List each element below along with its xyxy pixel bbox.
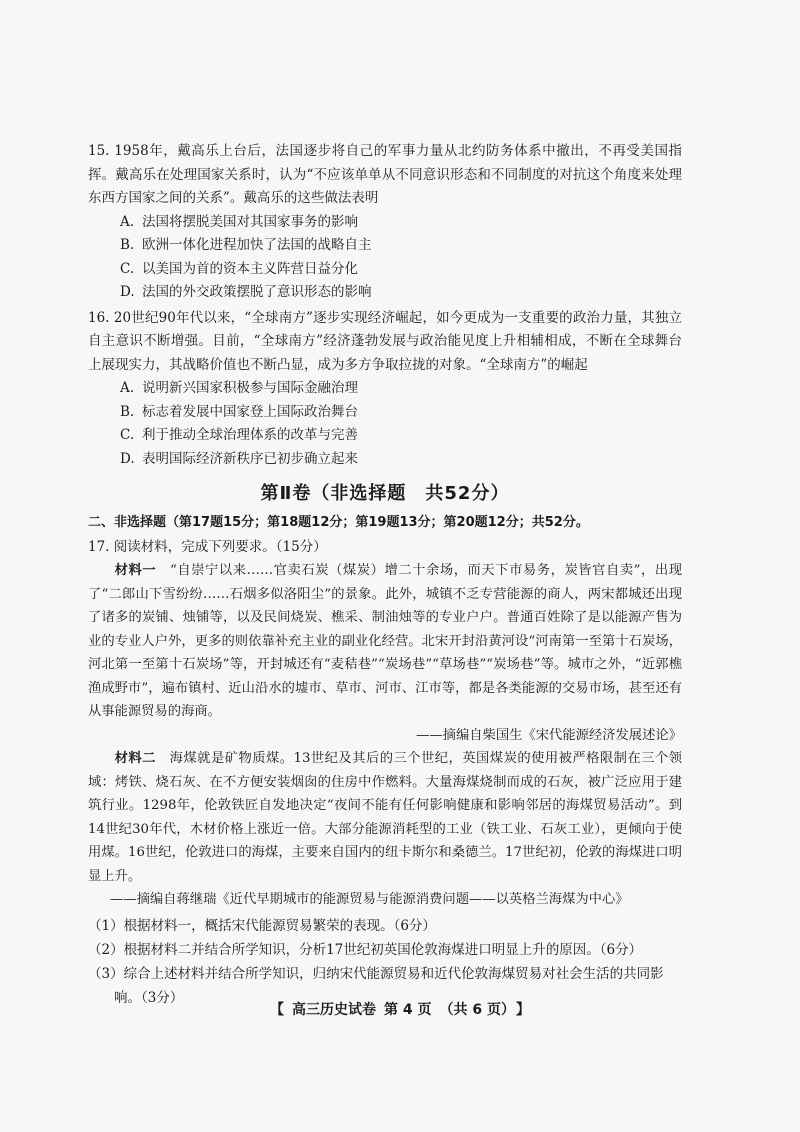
- question-15-stem: 15. 1958年，戴高乐上台后，法国逐步将自己的军事力量从北约防务体系中撤出，不再受美国指挥。戴高乐在处理国家关系时，认为“不应该单单从不同意识形态和不同制度的对抗这个角度来处理东西方国家之间的关系”。戴高乐的这些做法表明: [88, 143, 682, 206]
- option-key: D.: [120, 284, 135, 300]
- section-title: 第Ⅱ卷（非选择题 共52分）: [260, 483, 510, 504]
- question-16: [88, 307, 682, 472]
- material-1: [88, 559, 682, 724]
- footer-exam-name: 高三历史试卷: [292, 1002, 376, 1018]
- page-content: [88, 140, 682, 1010]
- option-text: 法国将摆脱美国对其国家事务的影响: [142, 213, 358, 230]
- question-16-stem: 16. 20世纪90年代以来，“全球南方”逐步实现经济崛起，如今更成为一支重要的政治力量，其独立自主意识不断增强。目前，“全球南方”经济蓬勃发展与政治能见度上升相辅相成，不断在全球舞台上展现实力，其战略价值也不断凸显，成为多方争取拉拢的对象。“全球南方”的崛起: [88, 309, 682, 373]
- question-15: [88, 140, 682, 305]
- option-key: D.: [120, 450, 135, 467]
- option-text: 表明国际经济新秩序已初步确立起来: [142, 450, 358, 467]
- footer-page-number: 第 4 页: [384, 1002, 432, 1018]
- section-subtitle: 二、非选择题（第17题15分；第18题12分；第19题13分；第20题12分；共52分。: [88, 515, 589, 530]
- option-text: 以美国为首的资本主义阵营日益分化: [142, 260, 358, 277]
- option-text: 法国的外交政策摆脱了意识形态的影响: [142, 284, 372, 300]
- footer-bracket-open: 【: [270, 1002, 284, 1018]
- page-footer: [0, 999, 800, 1019]
- option-b: [88, 401, 682, 425]
- material-1-label: 材料一: [114, 563, 157, 578]
- option-d: [88, 448, 682, 472]
- question-17-asks: [88, 914, 682, 1010]
- ask-3: （3）综合上述材料并结合所学知识，归纳宋代能源贸易和近代伦敦海煤贸易对社会生活的共同影响。（3分）: [88, 965, 664, 1006]
- material-2-source: ——摘编自蒋继瑞《近代早期城市的能源贸易与能源消费问题——以英格兰海煤为中心》: [110, 892, 629, 907]
- option-key: C.: [120, 260, 135, 277]
- question-17: [88, 535, 682, 1010]
- option-c: [88, 424, 682, 448]
- footer-total-pages: （共 6 页）: [439, 1002, 508, 1018]
- option-text: 利于推动全球治理体系的改革与完善: [142, 427, 358, 443]
- question-15-options: [88, 211, 682, 305]
- material-1-source: ——摘编自柴国生《宋代能源经济发展述论》: [416, 727, 682, 743]
- option-d: [88, 281, 682, 305]
- option-key: C.: [120, 427, 135, 443]
- option-a: [88, 211, 682, 235]
- material-2: [88, 747, 682, 888]
- option-a: [88, 377, 682, 401]
- option-key: B.: [120, 403, 135, 420]
- material-1-text: “自崇宁以来……官卖石炭（煤炭）增二十余场，而天下市易务，炭皆官自卖”，出现了“二郎山下雪纷纷……石烟多似洛阳尘”的景象。此外，城镇不乏专营能源的商人，两宋都城还出现了诸多的炭铺、烛铺等，以及民间烧炭、樵采、制油烛等的专业户户。普通百姓除了是以能源产售为业的专业人户外，更多的则依靠补充主业的副业化经营。北宋开封沿黄河设“河南第一至第十石炭场，河北第一至第十石炭场”等，开封城还有“麦秸巷”“炭场巷”“草场巷”“炭场巷”等。城市之外，“近郭樵渔成野市”，遍布镇村、近山沿水的墟市、草市、河市、江市等，都是各类能源的交易市场，甚至还有从事能源贸易的海商。: [88, 563, 683, 719]
- material-2-text: 海煤就是矿物质煤。13世纪及其后的三个世纪，英国煤炭的使用被严格限制在三个领域：烤铁、烧石灰、在不方便安装烟囱的住房中作燃料。大量海煤烧制而成的石灰，被广泛应用于建筑行业。1298年，伦敦铁匠自发地决定“夜间不能有任何影响健康和影响邻居的海煤贸易活动”。到14世纪30年代，木材价格上涨近一倍。大部分能源消耗型的工业（铁工业、石灰工业），更倾向于使用煤。16世纪，伦敦进口的海煤，主要来自国内的纽卡斯尔和桑德兰。17世纪初，伦敦的海煤进口明显上升。: [88, 751, 683, 884]
- option-text: 说明新兴国家积极参与国际金融治理: [142, 380, 358, 396]
- option-text: 标志着发展中国家登上国际政治舞台: [142, 403, 358, 420]
- question-16-options: [88, 377, 682, 471]
- ask-1: （1）根据材料一，概括宋代能源贸易繁荣的表现。（6分）: [88, 917, 436, 934]
- option-key: A.: [120, 380, 135, 396]
- option-key: A.: [120, 213, 135, 230]
- question-17-stem: 17. 阅读材料，完成下列要求。（15分）: [88, 539, 327, 555]
- option-text: 欧洲一体化进程加快了法国的战略自主: [142, 237, 372, 253]
- option-b: [88, 234, 682, 258]
- option-c: [88, 258, 682, 282]
- option-key: B.: [120, 237, 135, 253]
- ask-2: （2）根据材料二并结合所学知识，分析17世纪初英国伦敦海煤进口明显上升的原因。（6分）: [88, 941, 643, 958]
- footer-bracket-close: 】: [516, 1002, 530, 1018]
- material-2-label: 材料二: [114, 751, 156, 766]
